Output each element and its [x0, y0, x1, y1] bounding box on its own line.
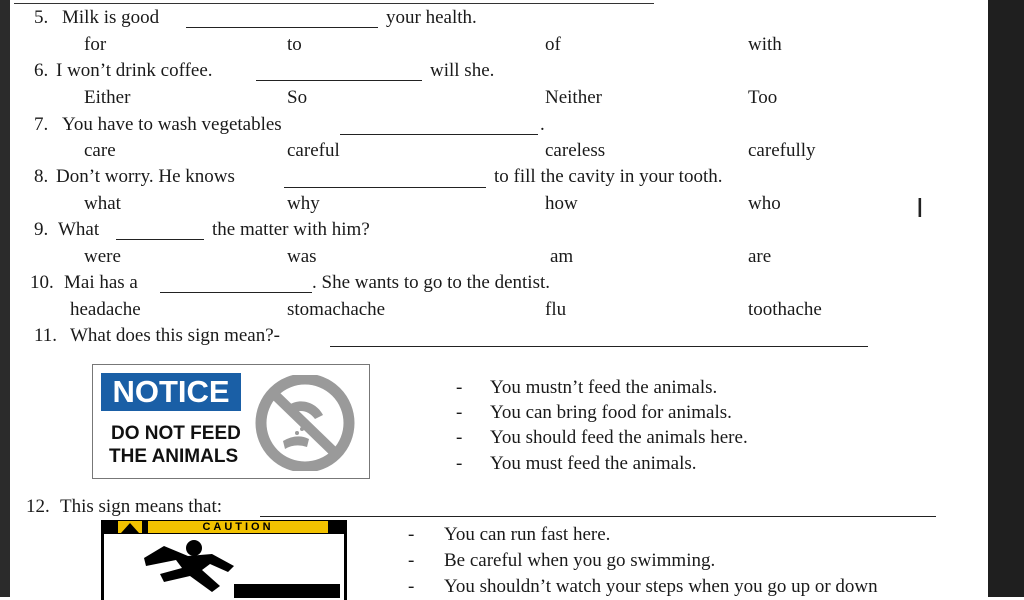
q8-option-a: what — [84, 193, 121, 214]
q11-answer-blank[interactable] — [330, 346, 868, 347]
q7-option-d: carefully — [748, 140, 816, 161]
q10-option-a: headache — [70, 299, 141, 320]
q9-option-d: are — [748, 246, 772, 267]
q12-answer-blank[interactable] — [260, 516, 936, 517]
q11-dash-a: - — [456, 377, 463, 398]
q10-answer-blank[interactable] — [160, 292, 312, 293]
warning-triangle-icon — [118, 521, 142, 533]
q9-answer-blank[interactable] — [116, 239, 204, 240]
q7-option-b: careful — [287, 140, 340, 161]
q8-answer-blank[interactable] — [284, 187, 486, 188]
q6-option-b: So — [287, 87, 308, 108]
no-feeding-icon — [253, 375, 357, 471]
caution-sign-heading: CAUTION — [148, 521, 328, 533]
q11-number: 11. — [34, 325, 58, 346]
q9-text-before: What — [58, 219, 100, 240]
q5-option-b: to — [287, 34, 302, 55]
q12-option-c: You shouldn’t watch your steps when you go up or down — [444, 576, 878, 597]
notice-sign-line1: DO NOT FEED — [111, 423, 241, 444]
q10-option-b: stomachache — [287, 299, 386, 320]
q10-number: 10. — [30, 272, 54, 293]
q6-option-d: Too — [748, 87, 778, 108]
q10-text-after: . She wants to go to the dentist. — [312, 272, 551, 293]
top-rule — [14, 3, 654, 4]
q12-option-a: You can run fast here. — [444, 524, 611, 545]
right-frame-edge — [988, 0, 1024, 597]
notice-sign — [92, 364, 370, 479]
text-cursor-icon: I — [916, 194, 924, 224]
q8-option-c: how — [545, 193, 578, 214]
q5-option-a: for — [84, 34, 107, 55]
q11-option-d: You must feed the animals. — [490, 453, 697, 474]
q12-prompt: This sign means that: — [60, 496, 223, 517]
q9-option-a: were — [84, 246, 121, 267]
q5-answer-blank[interactable] — [186, 27, 378, 28]
q11-option-c: You should feed the animals here. — [490, 427, 748, 448]
q5-number: 5. — [34, 7, 49, 28]
q8-option-d: who — [748, 193, 781, 214]
q5-option-c: of — [545, 34, 561, 55]
q11-dash-c: - — [456, 427, 463, 448]
q6-option-c: Neither — [545, 87, 602, 108]
q8-text-after: to fill the cavity in your tooth. — [494, 166, 723, 187]
q5-text-before: Milk is good — [62, 7, 160, 28]
q10-text-before: Mai has a — [64, 272, 138, 293]
q12-dash-c: - — [408, 576, 415, 597]
q7-answer-blank[interactable] — [340, 134, 538, 135]
q9-number: 9. — [34, 219, 49, 240]
q7-number: 7. — [34, 114, 49, 135]
q9-option-b: was — [287, 246, 317, 267]
q5-text-after: your health. — [386, 7, 477, 28]
q11-option-a: You mustn’t feed the animals. — [490, 377, 718, 398]
q12-option-b: Be careful when you go swimming. — [444, 550, 716, 571]
tripping-person-icon — [124, 536, 344, 600]
q10-option-c: flu — [545, 299, 567, 320]
q6-text-after: will she. — [430, 60, 495, 81]
left-frame-edge — [0, 0, 10, 597]
q12-number: 12. — [26, 496, 50, 517]
notice-sign-heading: NOTICE — [101, 373, 241, 411]
q9-option-c: am — [550, 246, 574, 267]
q12-dash-a: - — [408, 524, 415, 545]
q8-text-before: Don’t worry. He knows — [56, 166, 235, 187]
q8-number: 8. — [34, 166, 49, 187]
notice-sign-line2: THE ANIMALS — [109, 446, 239, 467]
q7-text-before: You have to wash vegetables — [62, 114, 282, 135]
q6-text-before: I won’t drink coffee. — [56, 60, 213, 81]
q5-option-d: with — [748, 34, 782, 55]
q6-number: 6. — [34, 60, 49, 81]
q7-option-c: careless — [545, 140, 606, 161]
q9-text-after: the matter with him? — [212, 219, 370, 240]
q10-option-d: toothache — [748, 299, 822, 320]
q6-answer-blank[interactable] — [256, 80, 422, 81]
q12-dash-b: - — [408, 550, 415, 571]
caution-sign — [101, 520, 347, 600]
q11-dash-d: - — [456, 453, 463, 474]
q6-option-a: Either — [84, 87, 131, 108]
q11-prompt: What does this sign mean?- — [70, 325, 281, 346]
q11-dash-b: - — [456, 402, 463, 423]
q7-text-after: . — [540, 114, 545, 135]
q8-option-b: why — [287, 193, 320, 214]
q11-option-b: You can bring food for animals. — [490, 402, 732, 423]
q7-option-a: care — [84, 140, 116, 161]
